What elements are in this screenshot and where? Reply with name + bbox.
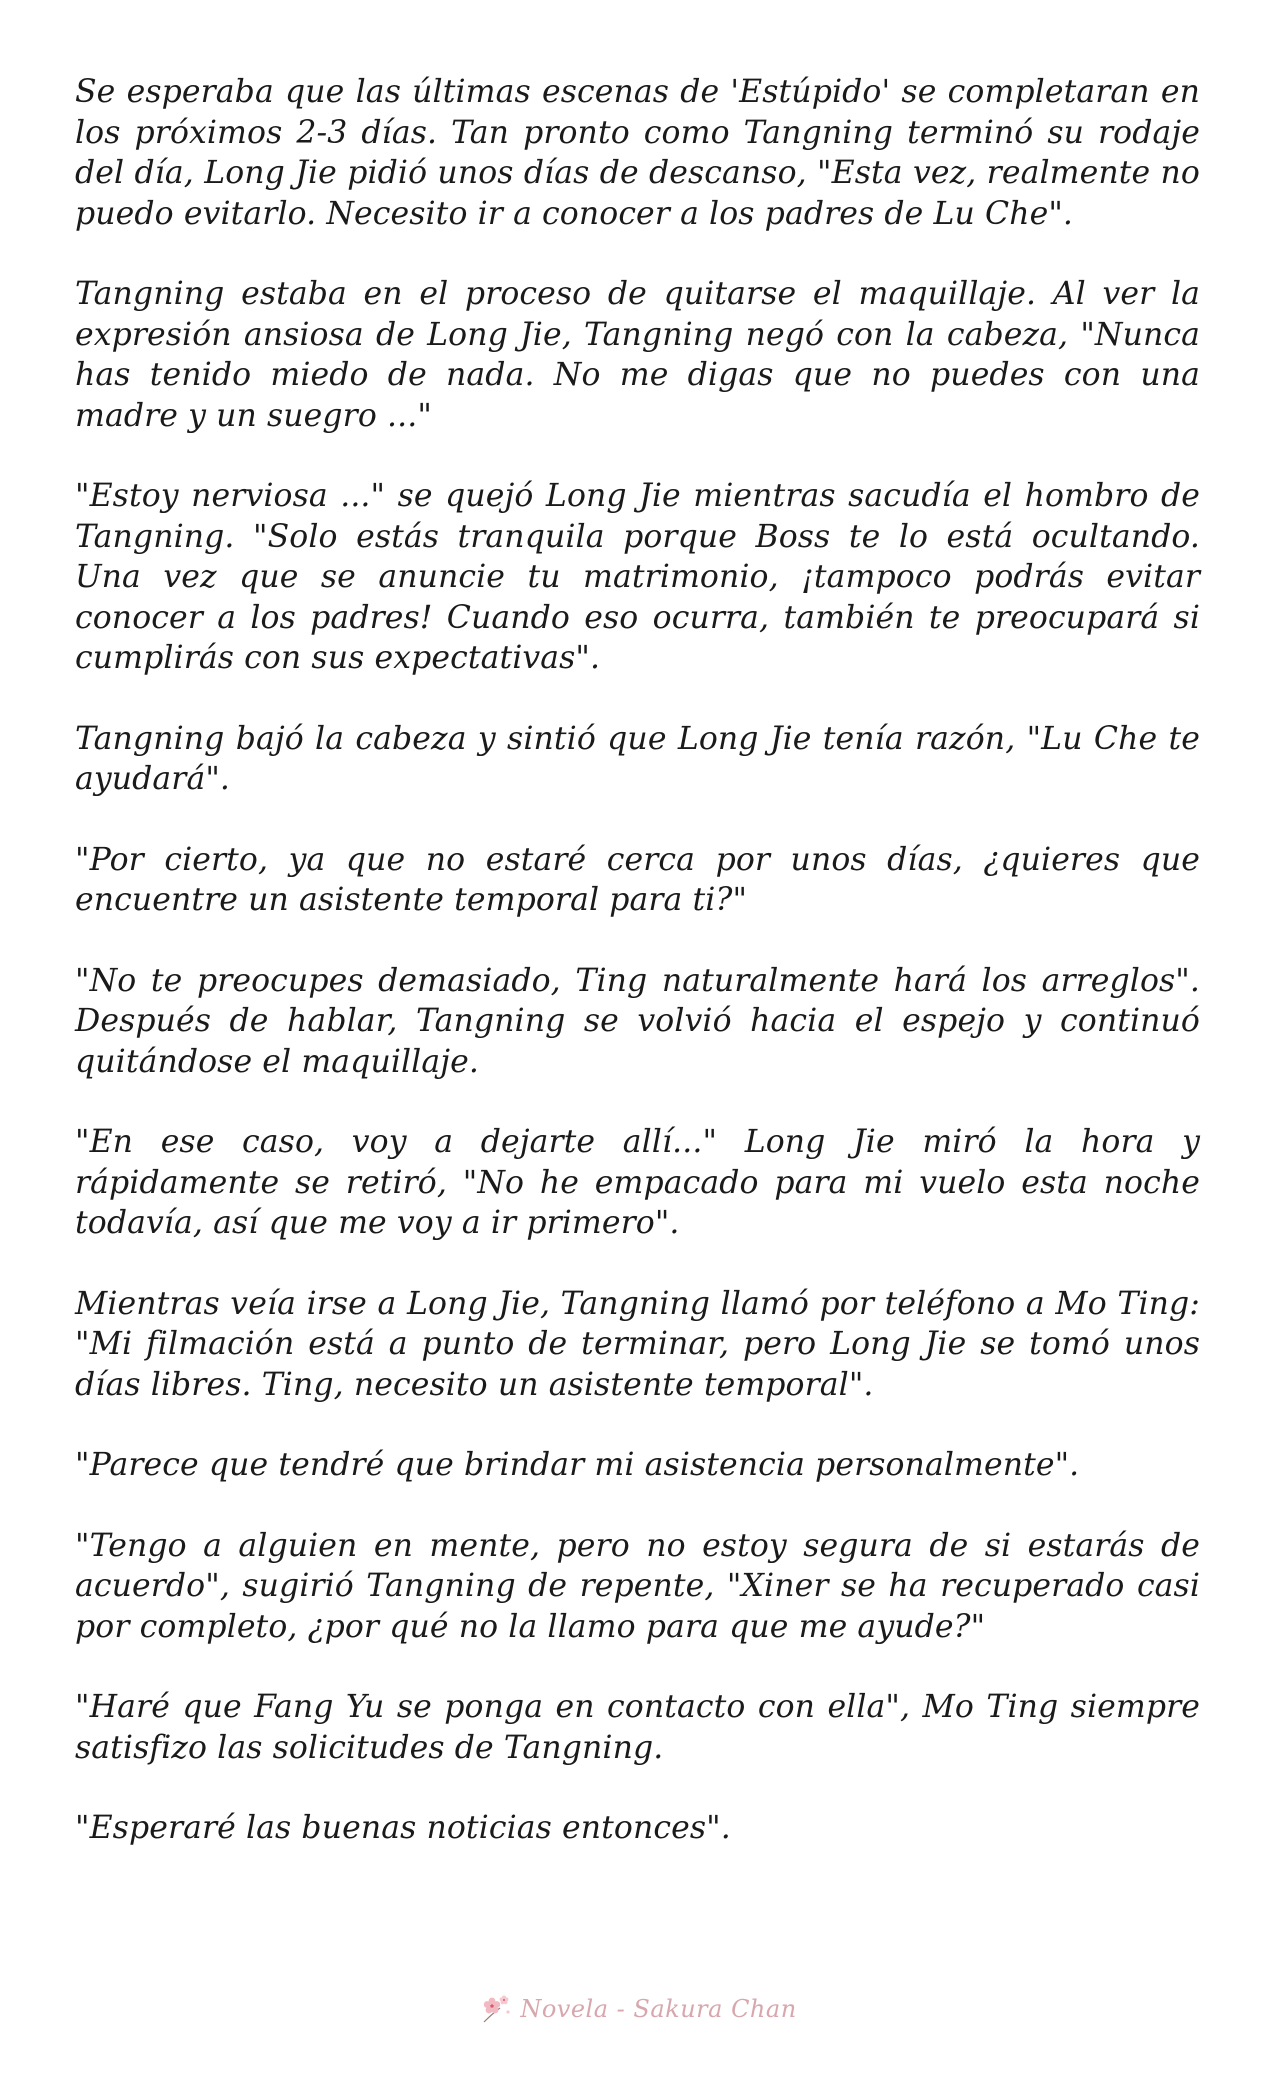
paragraph: "Tengo a alguien en mente, pero no estoy segura de si estarás de acuerdo", sugirió Tangning de repente, "Xiner se ha recuperado casi por completo, ¿por qué no la llamo para que me ayude?"	[75, 1527, 1200, 1645]
paragraph: "Por cierto, ya que no estaré cerca por unos días, ¿quieres que encuentre un asistente temporal para ti?"	[75, 841, 1200, 918]
paragraph: Tangning bajó la cabeza y sintió que Long Jie tenía razón, "Lu Che te ayudará".	[75, 720, 1200, 797]
paragraph: "En ese caso, voy a dejarte allí..." Long Jie miró la hora y rápidamente se retiró, "No he empacado para mi vuelo esta noche todavía, así que me voy a ir primero".	[75, 1124, 1200, 1241]
document-body	[75, 72, 1200, 1889]
watermark	[0, 1992, 1275, 2026]
sakura-flower-icon	[478, 1992, 512, 2026]
paragraph: Tangning estaba en el proceso de quitarse el maquillaje. Al ver la expresión ansiosa de Long Jie, Tangning negó con la cabeza, "Nunca has tenido miedo de nada. No me digas que no puedes con una madre y un suegro ..."	[75, 276, 1200, 434]
paragraph: "Estoy nerviosa ..." se quejó Long Jie mientras sacudía el hombro de Tangning. "Solo estás tranquila porque Boss te lo está ocultando. Una vez que se anuncie tu matrimonio, ¡tampoco podrás evitar conocer a los padres! Cuando eso ocurra, también te preocupará si cumplirás con sus expectativas".	[75, 478, 1200, 676]
paragraph: "No te preocupes demasiado, Ting naturalmente hará los arreglos". Después de hablar, Tangning se volvió hacia el espejo y continuó quitándose el maquillaje.	[75, 962, 1200, 1080]
paragraph: "Esperaré las buenas noticias entonces".	[75, 1810, 731, 1846]
watermark-text: Novela - Sakura Chan	[520, 1995, 797, 2023]
paragraph: "Haré que Fang Yu se ponga en contacto con ella", Mo Ting siempre satisfizo las solicitudes de Tangning.	[75, 1689, 1200, 1766]
paragraph: Se esperaba que las últimas escenas de 'Estúpido' se completaran en los próximos 2-3 días. Tan pronto como Tangning terminó su rodaje del día, Long Jie pidió unos días de descanso, "Esta vez, realmente no puedo evitarlo. Necesito ir a conocer a los padres de Lu Che".	[75, 74, 1200, 232]
paragraph: "Parece que tendré que brindar mi asistencia personalmente".	[75, 1447, 1080, 1483]
paragraph: Mientras veía irse a Long Jie, Tangning llamó por teléfono a Mo Ting: "Mi filmación está a punto de terminar, pero Long Jie se tomó unos días libres. Ting, necesito un asistente temporal".	[75, 1285, 1200, 1403]
